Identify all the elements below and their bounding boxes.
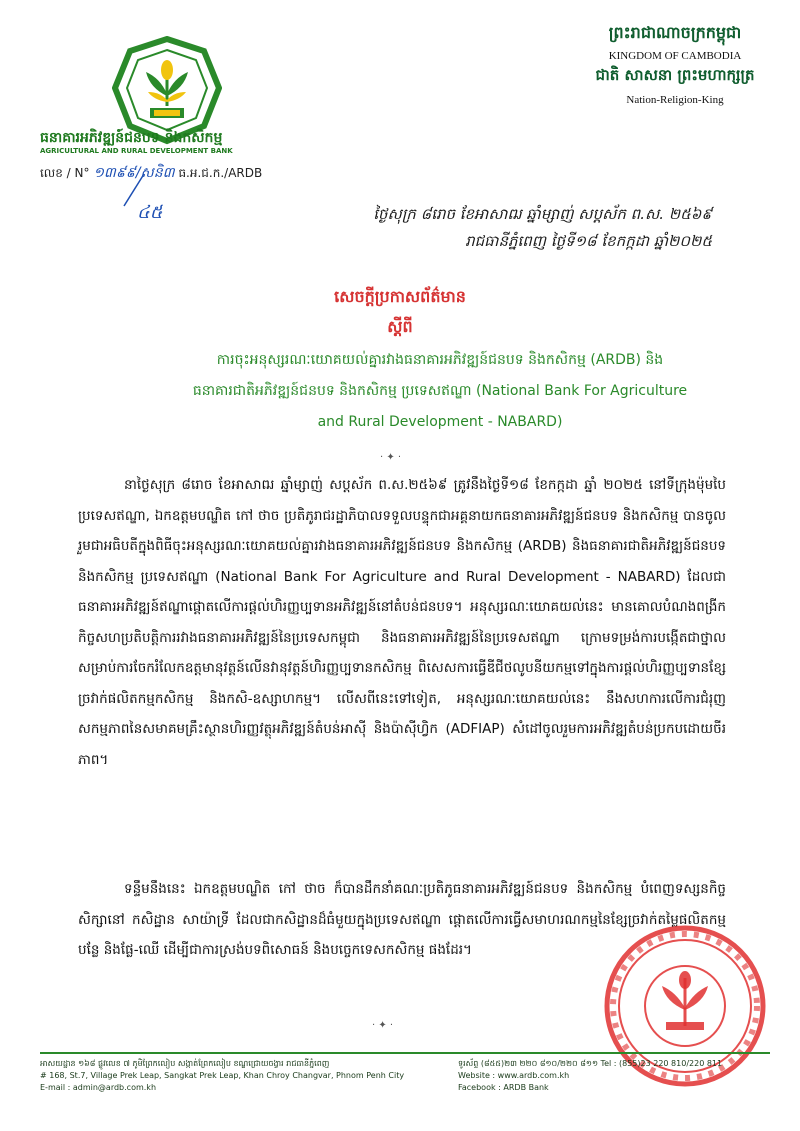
paragraph-2: ទន្ទឹមនឹងនេះ ឯកឧត្តមបណ្ឌិត កៅ ថាច ក៏បានដឹកនាំគណៈប្រតិភូធនាគារអភិវឌ្ឍន៍ជនបទ និងកសិកម្ម បំពេញទស្សនកិច្ចសិក្សានៅ កសិដ្ឋាន សាយ៉ាទ្រី ដែលជាកសិដ្ឋានដ៏ធំមួយក្នុងប្រទេសឥណ្ឌា ផ្តោតលើការធ្វើសមាហរណកម្មនៃខ្សែច្រវាក់តម្លៃផលិតកម្មបន្លែ និងផ្លែ-ឈើ ដើម្បីជាការស្រង់បទពិសោធន៍ និងបច្ចេកទេសកសិកម្ម ផងដែរ។ [78, 881, 726, 958]
subject-line-3: and Rural Development - NABARD) [317, 414, 563, 430]
bank-name-kh: ធនាគារអភិវឌ្ឍន៍ជនបទ និងកសិកម្ម [40, 130, 223, 146]
document-title: សេចក្តីប្រកាសព័ត៌មាន [334, 287, 466, 306]
subject [160, 345, 720, 438]
paragraph-1: នាថ្ងៃសុក្រ ៨រោច ខែអាសាឍ ឆ្នាំម្សាញ់ សប្តស័ក ព.ស.២៥៦៩ ត្រូវនឹងថ្ងៃទី១៨ ខែកក្កដា ឆ្នាំ ២០២៥ នៅទីក្រុងម៉ុមបៃ ប្រទេសឥណ្ឌា, ឯកឧត្តមបណ្ឌិត កៅ ថាច ប្រតិភូរាជរដ្ឋាភិបាលទទួលបន្ទុកជាអគ្គនាយកធនាគារអភិវឌ្ឍន៍ជនបទ និងកសិកម្ម បានចូលរួមជាអធិបតីក្នុងពិធីចុះអនុស្សរណៈយោគយល់គ្នារវាងធនាគារអភិវឌ្ឍន៍ជនបទ និងកសិកម្ម (ARDB) និងធនាគារជាតិអភិវឌ្ឍន៍ជនបទ និងកសិកម្ម ប្រទេសឥណ្ឌា (National Bank For Agriculture and Rural Development - NABARD) ដែលជាធនាគារអភិវឌ្ឍន៍ឥណ្ឌាផ្តោតលើការផ្តល់ហិរញ្ញប្បទានអភិវឌ្ឍន៍នៅតំបន់ជនបទ។ អនុស្សរណៈយោគយល់នេះ មានគោលបំណងពង្រីកកិច្ចសហប្រតិបត្តិការរវាងធនាគារអភិវឌ្ឍន៍នៃប្រទេសកម្ពុជា និងធនាគារអភិវឌ្ឍន៍នៃប្រទេសឥណ្ឌា ក្រោមទម្រង់ការបង្កើតជាថ្នាលសម្រាប់ការចែករំលែកឧត្តមានុវត្តន៍លើនវានុវត្តន៍ហិរញ្ញប្បទានកសិកម្ម ពិសេសការធ្វើឌីជីថលូបនីយកម្មទៅក្នុងការផ្តល់ហិរញ្ញប្បទានខ្សែច្រវាក់ផលិតកម្មកសិកម្ម និងកសិ-ឧស្សាហកម្ម។ លើសពីនេះទៅទៀត, អនុស្សរណៈយោគយល់នេះ នឹងសហការលើការជំរុញសកម្មភាពនៃសមាគមគ្រឹះស្ថានហិរញ្ញវត្ថុអភិវឌ្ឍន៍តំបន់អាស៊ី និងប៉ាស៊ីហ្វិក (ADFIAP) សំដៅចូលរួមការអភិវឌ្ឍតំបន់ប្រកបដោយចីរភាព។ [78, 477, 726, 768]
reference-handwritten: ១៣៩៩/សនិ៣ [93, 165, 175, 181]
subject-line-1: ការចុះអនុស្សរណៈយោគយល់គ្នារវាងធនាគារអភិវឌ្ឍន៍ជនបទ និងកសិកម្ម (ARDB) និង [216, 352, 664, 368]
footer-email: E-mail : admin@ardb.com.kh [40, 1083, 157, 1092]
kingdom-header [590, 22, 760, 106]
footer-address-kh: អាសយដ្ឋាន ១៦៨ ផ្លូវលេខ ៧ ភូមិព្រែកលៀប សង្កាត់ព្រែកលៀប ខណ្ឌជ្រោយចង្វារ រាជធានីភ្នំពេញ [40, 1059, 330, 1068]
footer-phone: ទូរស័ព្ទ (៨៥៥)២៣ ២២០ ៨១០/២២០ ៨១១ Tel : (855)23 220 810/220 811 [458, 1059, 723, 1068]
motto-kh: ជាតិ សាសនា ព្រះមហាក្សត្រ [595, 66, 755, 84]
title-block [200, 286, 600, 340]
footer-website: Website : www.ardb.com.kh [458, 1071, 570, 1080]
subject-line-2: ធនាគារជាតិអភិវឌ្ឍន៍ជនបទ និងកសិកម្ម ប្រទេសឥណ្ឌា (National Bank For Agriculture [192, 383, 688, 399]
solar-date: រាជធានីភ្នំពេញ ថ្ងៃទី១៨ ខែកក្កដា ឆ្នាំ២០២៥ [465, 232, 712, 250]
reference-prefix: លេខ / N° [40, 166, 90, 180]
bank-name-en: AGRICULTURAL AND RURAL DEVELOPMENT BANK [40, 147, 233, 155]
motto-en: Nation-Religion-King [626, 94, 724, 106]
footer-left [40, 1058, 404, 1094]
end-divider: · ✦ · [372, 1020, 394, 1031]
section-divider: · ✦ · [380, 452, 402, 463]
kingdom-en: KINGDOM OF CAMBODIA [608, 50, 742, 62]
footer-facebook: Facebook : ARDB Bank [458, 1083, 549, 1092]
footer-divider [40, 1052, 770, 1054]
kingdom-kh: ព្រះរាជាណាចក្រកម្ពុជា [608, 23, 742, 42]
document-subtitle: ស្តីពី [387, 317, 413, 336]
footer-right [458, 1058, 722, 1094]
lunar-date: ថ្ងៃសុក្រ ៨រោច ខែអាសាឍ ឆ្នាំម្សាញ់ សប្តស័ក ព.ស. ២៥៦៩ [373, 205, 712, 223]
reference-number: ៤៥ [137, 202, 163, 223]
reference-suffix: ធ.អ.ជ.ក./ARDB [178, 166, 263, 180]
footer-address-en: # 168, St.7, Village Prek Leap, Sangkat Prek Leap, Khan Chroy Changvar, Phnom Penh City [40, 1071, 405, 1080]
